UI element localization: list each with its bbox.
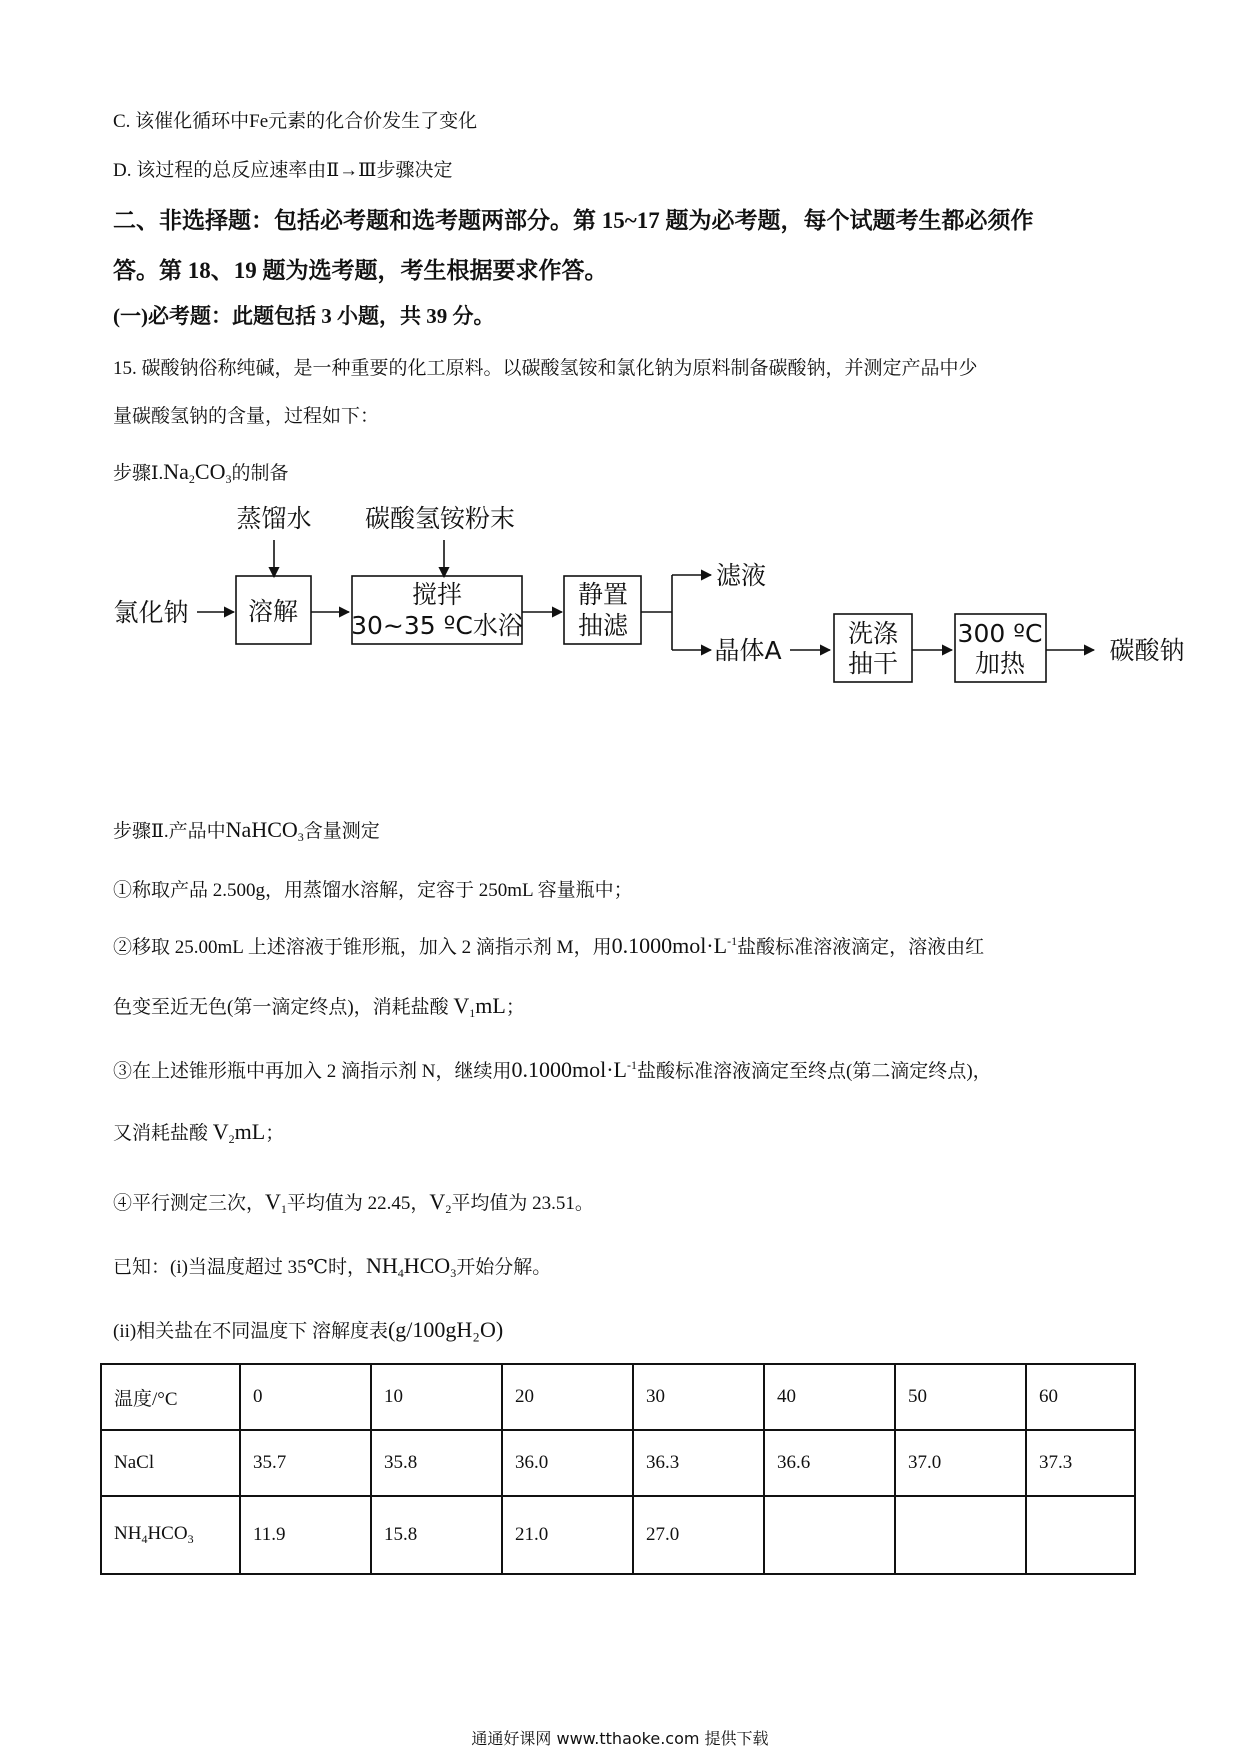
- table-header-cell: 温度/°C: [101, 1364, 240, 1430]
- solubility-table: [100, 1363, 1136, 1575]
- flow-box3-label2: 抽滤: [577, 611, 629, 640]
- table-row-nh4hco3: [101, 1496, 1135, 1574]
- known-1-text-b: 开始分解。: [456, 1257, 552, 1278]
- flow-box2-label1: 搅拌: [411, 580, 463, 609]
- table-cell: 35.7: [240, 1430, 371, 1496]
- section-title-line1: 二、非选择题：包括必考题和选考题两部分。第 15~17 题为必考题，每个试题考生都必须作: [113, 208, 1034, 233]
- formula-nahco3: NaHCO$_3$: [225, 817, 304, 844]
- table-cell: 11.9: [240, 1496, 371, 1574]
- table-cell: 21.0: [502, 1496, 633, 1574]
- table-cell: 36.3: [633, 1430, 764, 1496]
- row-label-nh4hco3: $NH_4HCO_3$: [101, 1496, 240, 1574]
- concentration: [511, 1057, 637, 1082]
- flow-box1-label: 溶解: [247, 597, 299, 626]
- section-title-line2: 答。第 18、19 题为选考题，考生根据要求作答。: [113, 258, 608, 283]
- volume-v2-ml: $V_2mL$: [212, 1119, 266, 1146]
- box-dissolve: [236, 576, 311, 644]
- step-3-text-a: ③在上述锥形瓶中再加入 2 滴指示剂 N，继续用: [113, 1061, 512, 1082]
- known-2: [113, 1316, 503, 1343]
- step-2-text-a: ②移取 25.00mL 上述溶液于锥形瓶，加入 2 滴指示剂 M，用: [113, 937, 612, 958]
- known-1-text-a: 已知：(i)当温度超过 35℃时，: [113, 1257, 366, 1278]
- flow-crystal-label: 晶体A: [714, 636, 782, 665]
- step-3-line2: 又消耗盐酸 $V_2mL$；: [113, 1119, 285, 1146]
- flow-box2-label2: 30~35 ºC水浴: [351, 611, 523, 640]
- table-header-cell: 30: [633, 1364, 764, 1430]
- symbol-v2: $V_2$: [429, 1189, 452, 1216]
- box-heat: [955, 614, 1046, 682]
- step-4-text-a: ④平行测定三次，: [113, 1193, 266, 1214]
- flow-box5-label2: 加热: [974, 649, 1026, 678]
- concentration-value: 0.1000mol·L: [611, 933, 728, 958]
- step1-prefix: 步骤Ⅰ.: [113, 463, 164, 484]
- step-2-text-b: 盐酸标准溶液滴定，溶液由红: [737, 937, 985, 958]
- table-header-cell: 60: [1026, 1364, 1135, 1430]
- formula-na2co3: $Na_2CO_3$: [163, 459, 232, 486]
- table-cell: 36.0: [502, 1430, 633, 1496]
- step-2-line2: 色变至近无色(第一滴定终点)，消耗盐酸 $V_1mL$；: [113, 993, 525, 1020]
- table-header-cell: 50: [895, 1364, 1026, 1430]
- step-4: [113, 1188, 594, 1217]
- concentration-exp: -1: [626, 1058, 637, 1072]
- step-3-text-c: 又消耗盐酸: [113, 1123, 209, 1144]
- concentration-value: 0.1000mol·L: [511, 1057, 627, 1082]
- step2-title: [113, 816, 380, 845]
- table-header-cell: 20: [502, 1364, 633, 1430]
- table-header-cell: 0: [240, 1364, 371, 1430]
- flow-box3-label1: 静置: [577, 580, 629, 609]
- q15-intro-line2: 量碳酸氢钠的含量，过程如下：: [113, 406, 380, 427]
- step-2-text-c: 色变至近无色(第一滴定终点)，消耗盐酸: [113, 997, 449, 1018]
- step-3-text-b: 盐酸标准溶液滴定至终点(第二滴定终点)，: [636, 1061, 992, 1082]
- table-cell: 15.8: [371, 1496, 502, 1574]
- concentration: [612, 933, 738, 958]
- step-2-line1: [113, 932, 984, 959]
- table-cell: 37.3: [1026, 1430, 1135, 1496]
- table-cell: 27.0: [633, 1496, 764, 1574]
- table-cell: 35.8: [371, 1430, 502, 1496]
- box-wash: [834, 614, 912, 682]
- volume-v1-ml: $V_1mL$: [453, 993, 506, 1020]
- step1-title: [113, 458, 289, 487]
- concentration-exp: -1: [727, 934, 738, 948]
- box-filter: [564, 576, 641, 644]
- table-cell: 37.0: [895, 1430, 1026, 1496]
- known-1: [113, 1252, 551, 1281]
- flow-start-label: 氯化钠: [113, 598, 189, 627]
- flow-filtrate-label: 滤液: [715, 561, 767, 590]
- table-header-cell: 10: [371, 1364, 502, 1430]
- step-4-text-b: 平均值为 22.45，: [286, 1193, 430, 1214]
- known-2-text: (ii)相关盐在不同温度下 溶解度表: [113, 1321, 388, 1342]
- flow-product-label: 碳酸钠: [1109, 636, 1185, 665]
- solubility-unit: (g/100gH₂O): [387, 1317, 504, 1342]
- option-c: C. 该催化循环中Fe元素的化合价发生了变化: [113, 111, 478, 132]
- step-3-line1: [113, 1056, 992, 1083]
- step1-suffix: 的制备: [231, 463, 289, 484]
- flow-box5-label1: 300 ºC: [957, 619, 1043, 648]
- step2-prefix: 步骤Ⅱ.产品中: [113, 821, 226, 842]
- step-1: ①称取产品 2.500g，用蒸馏水溶解，定容于 250mL 容量瓶中；: [113, 880, 633, 901]
- step2-suffix: 含量测定: [303, 821, 380, 842]
- table-row-header: [101, 1364, 1135, 1430]
- required-heading: (一)必考题：此题包括 3 小题，共 39 分。: [113, 304, 495, 328]
- table-cell: [1026, 1496, 1135, 1574]
- formula-nh4hco3: $NH_4HCO_3$: [365, 1253, 457, 1280]
- row-label-nacl: NaCl: [101, 1430, 240, 1496]
- table-row-nacl: [101, 1430, 1135, 1496]
- box-stir: [352, 576, 522, 644]
- table-cell: [895, 1496, 1026, 1574]
- table-cell: 36.6: [764, 1430, 895, 1496]
- symbol-v1: $V_1$: [265, 1189, 287, 1216]
- table-header-cell: 40: [764, 1364, 895, 1430]
- flow-box4-label1: 洗涤: [847, 619, 899, 648]
- step-4-text-c: 平均值为 23.51。: [451, 1193, 594, 1214]
- page-footer: 通通好课网 www.tthaoke.com 提供下载: [471, 1729, 769, 1748]
- flow-powder-label: 碳酸氢铵粉末: [364, 504, 516, 533]
- flow-box4-label2: 抽干: [847, 649, 899, 678]
- q15-intro-line1: 15. 碳酸钠俗称纯碱，是一种重要的化工原料。以碳酸氢铵和氯化钠为原料制备碳酸钠，并测定产品中少: [113, 358, 978, 379]
- table-cell: [764, 1496, 895, 1574]
- flow-water-label: 蒸馏水: [236, 504, 312, 533]
- option-d: D. 该过程的总反应速率由Ⅱ→Ⅲ步骤决定: [113, 160, 453, 181]
